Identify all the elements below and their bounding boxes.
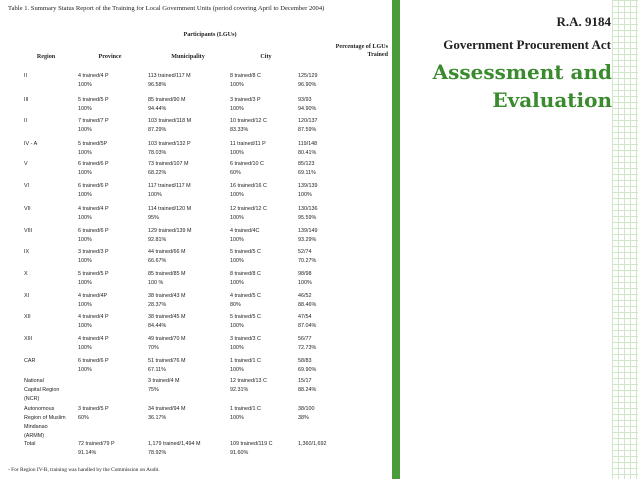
slide-title: Assessment and Evaluation	[432, 60, 612, 112]
cell-municipality: 38 trained/43 M 28.37%	[148, 293, 186, 308]
cell-city: 109 trained/119 C 91.60%	[230, 441, 273, 456]
cell-percentage: 52/74 70.27%	[298, 249, 317, 264]
cell-region: XII	[24, 314, 31, 320]
cell-city: 1 trained/1 C 100%	[230, 358, 261, 373]
cell-municipality: 73 trained/107 M 68.22%	[148, 161, 189, 176]
green-divider-bar	[392, 0, 400, 479]
cell-province: 6 trained/6 P 100%	[78, 228, 109, 243]
cell-province: 4 trained/4 P 100%	[78, 206, 109, 221]
cell-municipality: 3 trained/4 M 75%	[148, 378, 180, 393]
cell-region: XIII	[24, 336, 33, 342]
cell-city: 16 trained/16 C 100%	[230, 183, 267, 198]
cell-region: V	[24, 161, 28, 167]
cell-percentage: 58/83 69.90%	[298, 358, 317, 373]
cell-province: 7 trained/7 P 100%	[78, 118, 109, 133]
cell-city: 12 trained/12 C 100%	[230, 206, 267, 221]
cell-percentage: 139/139 100%	[298, 183, 318, 198]
cell-city: 8 trained/8 C 100%	[230, 271, 261, 286]
slide-title-panel	[400, 0, 638, 479]
cell-province: 4 trained/4 P 100%	[78, 73, 109, 88]
table-caption: Table 1. Summary Status Report of the Training for Local Government Units (period covering April to December 2004)	[8, 5, 325, 12]
cell-city: 1 trained/1 C 100%	[230, 406, 261, 421]
cell-percentage: 130/136 95.59%	[298, 206, 318, 221]
ra-number: R.A. 9184	[556, 14, 611, 29]
cell-municipality: 1,179 trained/1,494 M 78.92%	[148, 441, 201, 456]
cell-percentage: 125/129 96.90%	[298, 73, 318, 88]
cell-province: 3 trained/3 P 100%	[78, 249, 109, 264]
cell-region: III	[24, 97, 29, 103]
cell-percentage: 15/17 88.24%	[298, 378, 317, 393]
cell-region: IX	[24, 249, 30, 255]
grid-pattern-decoration	[612, 0, 638, 479]
cell-province: 6 trained/6 P 100%	[78, 183, 109, 198]
cell-municipality: 129 trained/139 M 92.81%	[148, 228, 192, 243]
cell-region: X	[24, 271, 28, 277]
cell-region: IV - A	[24, 141, 38, 147]
cell-percentage: 56/77 72.73%	[298, 336, 317, 351]
cell-percentage: 85/123 69.11%	[298, 161, 316, 176]
cell-region: VII	[24, 206, 31, 212]
cell-municipality: 85 trained/90 M 94.44%	[148, 97, 186, 112]
cell-city: 12 trained/13 C 92.31%	[230, 378, 267, 393]
footnote: - For Region IV-B, training was handled by the Commission on Audit.	[8, 467, 160, 473]
cell-region: CAR	[24, 358, 36, 364]
cell-city: 5 trained/5 C 100%	[230, 249, 261, 264]
cell-province: 6 trained/6 P 100%	[78, 358, 109, 373]
cell-percentage: 46/52 88.46%	[298, 293, 317, 308]
cell-city: 4 trained/4C 100%	[230, 228, 260, 243]
header-percentage: Percentage of LGUs Trained	[335, 44, 388, 58]
cell-percentage: 38/100 38%	[298, 406, 315, 421]
cell-province: 4 trained/4P 100%	[78, 293, 108, 308]
header-region: Region	[36, 54, 56, 60]
cell-province: 4 trained/4 P 100%	[78, 336, 109, 351]
cell-percentage: 98/98 100%	[298, 271, 312, 286]
cell-region: National Capital Region (NCR)	[24, 378, 60, 402]
cell-municipality: 51 trained/76 M 67.11%	[148, 358, 186, 373]
cell-percentage: 47/54 87.04%	[298, 314, 317, 329]
cell-city: 4 trained/5 C 80%	[230, 293, 261, 308]
header-municipality: Municipality	[171, 54, 205, 60]
cell-region: II	[24, 73, 27, 79]
cell-city: 3 trained/3 C 100%	[230, 336, 261, 351]
header-city: City	[260, 54, 272, 60]
cell-region: XI	[24, 293, 30, 299]
cell-municipality: 34 trained/94 M 36.17%	[148, 406, 186, 421]
header-province: Province	[98, 54, 122, 60]
act-name: Government Procurement Act	[443, 37, 611, 52]
cell-city: 6 trained/10 C 60%	[230, 161, 264, 176]
cell-province: 72 trained/79 P 91.14%	[78, 441, 115, 456]
cell-municipality: 117 trained/117 M 100%	[148, 183, 191, 198]
cell-city: 3 trained/3 P 100%	[230, 97, 261, 112]
cell-percentage: 119/148 80.41%	[298, 141, 318, 156]
cell-municipality: 44 trained/66 M 66.67%	[148, 249, 186, 264]
cell-region: Autonomous Region of Muslim Mindanao (ARMM)	[24, 406, 66, 439]
cell-province: 5 trained/5P 100%	[78, 141, 108, 156]
cell-municipality: 85 trained/85 M 100 %	[148, 271, 186, 286]
cell-percentage: 120/137 87.59%	[298, 118, 318, 133]
cell-city: 10 trained/12 C 83.33%	[230, 118, 267, 133]
cell-province: 5 trained/5 P 100%	[78, 97, 109, 112]
cell-municipality: 114 trained/120 M 95%	[148, 206, 192, 221]
cell-municipality: 103 trained/132 P 78.03%	[148, 141, 191, 156]
cell-municipality: 113 trained/117 M 96.58%	[148, 73, 191, 88]
cell-city: 5 trained/5 C 100%	[230, 314, 261, 329]
cell-municipality: 103 trained/118 M 87.29%	[148, 118, 192, 133]
cell-percentage: 1,360/1,692	[298, 441, 327, 447]
cell-region: VI	[24, 183, 30, 189]
cell-region: Total	[24, 441, 36, 447]
cell-percentage: 93/93 94.90%	[298, 97, 317, 112]
cell-city: 11 trained/11 P 100%	[230, 141, 266, 156]
cell-province: 3 trained/5 P 60%	[78, 406, 109, 421]
cell-city: 8 trained/8 C 100%	[230, 73, 261, 88]
cell-region: VIII	[24, 228, 33, 234]
cell-province: 6 trained/6 P 100%	[78, 161, 109, 176]
cell-region: II	[24, 118, 27, 124]
cell-percentage: 139/149 93.29%	[298, 228, 318, 243]
header-participants: Participants (LGUs)	[183, 32, 237, 38]
cell-municipality: 38 trained/45 M 84.44%	[148, 314, 186, 329]
cell-province: 5 trained/5 P 100%	[78, 271, 109, 286]
cell-municipality: 49 trained/70 M 70%	[148, 336, 186, 351]
cell-province: 4 trained/4 P 100%	[78, 314, 109, 329]
